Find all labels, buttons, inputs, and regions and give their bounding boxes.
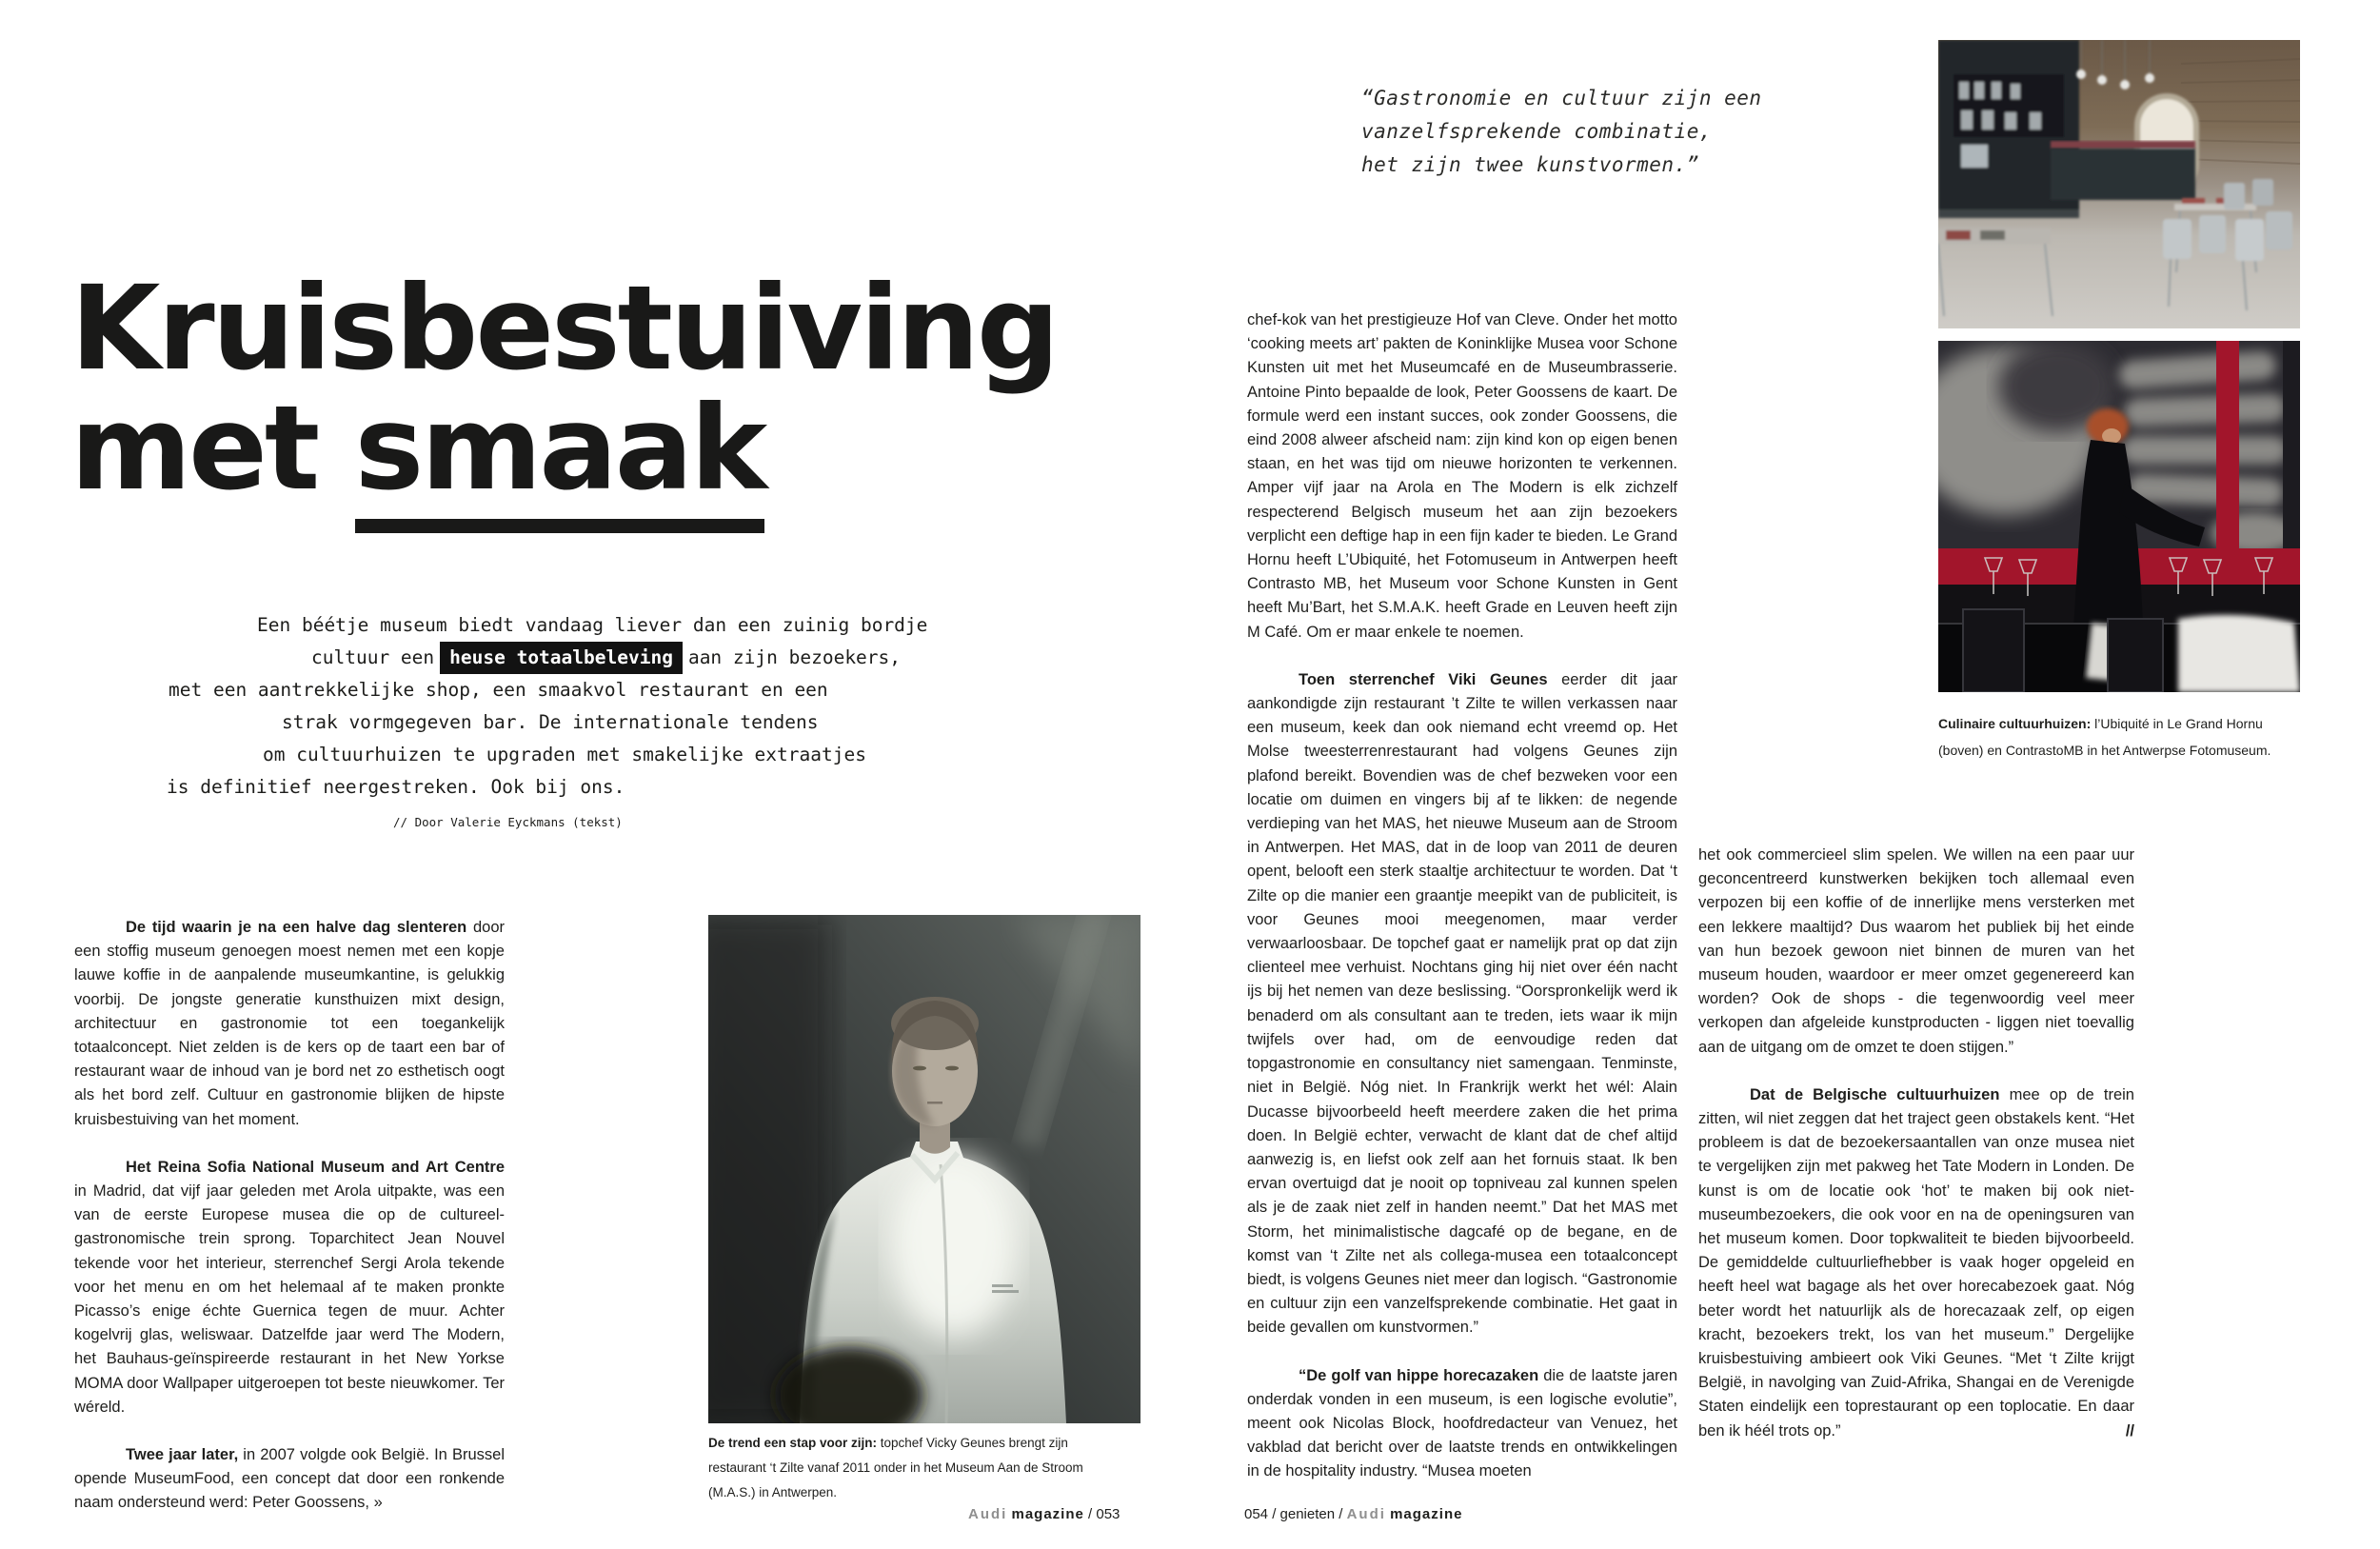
paragraph-lead: De tijd waarin je na een halve dag slenteren — [126, 919, 467, 936]
paragraph: chef-kok van het prestigieuze Hof van Cleve. Onder het motto ‘cooking meets art’ pakten de Koninklijke Musea voor Schone Kunsten uit met het Museumcafé en de Museumbrasserie. Antoine Pinto bepaalde de look, Peter Goossens de kaart. De formule werd een instant succes, ook zonder Goossens, die eind 2008 alweer afscheid nam: zijn kind kon op eigen benen staan, en het was tijd om nieuwe horizonten te verkennen. Amper vijf jaar na Arola en The Modern is elk zichzelf respecterend Belgisch museum het aan zijn bezoekers verplicht een deftige hap in een fijn kader te bieden. Le Grand Hornu heeft L’Ubiquité, het Fotomuseum in Antwerpen heeft Contrasto MB, het Museum voor Schone Kunsten in Gent heeft Mu’Bart, het S.M.A.K. heeft Grade en Leuven heeft zijn M Café. Om er maar enkele te noemen. — [1247, 311, 1677, 641]
brand-audi: Audi — [968, 1506, 1008, 1522]
highlight-phrase: heuse totaalbeleving — [440, 642, 683, 674]
paragraph-lead: Het Reina Sofia National Museum and Art Centre — [126, 1158, 505, 1176]
portrait-photo-vicky-geunes — [708, 915, 1140, 1423]
body-column-middle — [1247, 308, 1677, 1518]
page-footer-left — [968, 1506, 1120, 1522]
article-end-mark: // — [2125, 1421, 2134, 1440]
standfirst-line-6: is definitief neergestreken. Ook bij ons. — [167, 776, 625, 798]
pull-quote-line: het zijn twee kunstvormen.” — [1361, 153, 1699, 176]
byline: // Door Valerie Eyckmans (tekst) — [393, 815, 623, 829]
page-number-left: / 053 — [1083, 1506, 1121, 1522]
paragraph: het ook commercieel slim spelen. We willen na een paar uur geconcentreerd kunstwerken bekijken toch allemaal even verpozen bij een koffie of de innerlijke mens versterken met een lekkere maaltijd? Dus waarom het publiek bij het einde van hun bezoek gewoon niet binnen de muren van het museum houden, waardoor er meer omzet gegenereerd kan worden? Ook de shops - die tegenwoordig veel meer verkopen dan afgeleide kunstproducten - liggen niet toevallig aan de uitgang om de omzet te doen stijgen.” — [1698, 846, 2134, 1056]
body-column-right — [1698, 844, 2134, 1510]
portrait-caption: De trend een stap voor zijn: topchef Vicky Geunes brengt zijn restaurant ‘t Zilte vanaf 2011 onder in het Museum Aan de Stroom (M.A.S.) in Antwerpen. — [708, 1436, 1083, 1499]
standfirst-line2-post: aan zijn bezoekers, — [687, 646, 902, 668]
paragraph-lead: Twee jaar later, — [126, 1446, 239, 1464]
paragraph-lead: “De golf van hippe horecazaken — [1299, 1366, 1539, 1384]
brand-audi: Audi — [1346, 1506, 1386, 1522]
paragraph-lead: Toen sterrenchef Viki Geunes — [1299, 670, 1548, 688]
page-footer-right — [1244, 1506, 1462, 1522]
pull-quote — [1361, 82, 1762, 182]
paragraph: “De golf van hippe horecazaken die de laatste jaren onderdak vonden in een museum, is een logische evolutie”, meent ook Nicolas Block, hoofdredacteur van Venuez, het vakblad dat bericht over de laatste trends en ontwikkelingen in de hospitality industry. “Musea moeten — [1247, 1366, 1677, 1480]
standfirst-line2-pre: cultuur een — [311, 646, 435, 668]
caption-lead: De trend een stap voor zijn: — [708, 1436, 878, 1450]
standfirst-line-2 — [311, 646, 901, 669]
standfirst-line-4: strak vormgegeven bar. De internationale tendens — [282, 711, 819, 733]
caption-lead: Culinaire cultuurhuizen: — [1938, 716, 2092, 731]
photo-contrastomb-interior — [1938, 341, 2300, 692]
paragraph-lead: Dat de Belgische cultuurhuizen — [1750, 1085, 2000, 1103]
page-number-right: 054 / genieten / — [1244, 1506, 1347, 1522]
paragraph: Toen sterrenchef Viki Geunes eerder dit jaar aankondigde zijn restaurant ’t Zilte te willen verkassen naar een museum, keek dan ook niemand echt vreemd op. Het Molse tweesterrenrestaurant had volgens Geunes zijn plafond bereikt. Bovendien was de chef bezweken voor een locatie om duimen en vingers bij af te likken: de negende verdieping van het MAS, het nieuwe Museum aan de Stroom in Antwerpen. Het MAS, dat in de loop van 2011 de deuren opent, belooft een sterk staaltje architectuur te worden. Dat ‘t Zilte op die manier een graantje meepikt van de publiciteit, is voor Geunes mooi meegenomen, maar verder verwaarloosbaar. De topchef gaat er namelijk prat op dat zijn clienteel mee verhuist. Nochtans ging hij niet over één nacht ijs bij het nemen van deze beslissing. “Oorspronkelijk werd ik benaderd om als consultant aan te treden, iets waar ik mijn twijfels over had, om de eenvoudige reden dat topgastronomie en consultancy niet samengaan. Tenminste, niet in België. Nóg niet. In Frankrijk werkt het wél: Alain Ducasse bijvoorbeeld heeft meerdere zaken die het prima doen. In België echter, verwacht de klant dat de chef altijd aanwezig is, en liefst ook zelf aan het fornuis staat. Ik ben ervan overtuigd dat je nooit op topniveau zal kunnen spelen als je de zaak niet zelf in handen neemt.” Dat het MAS met Storm, het minimalistische dagcafé op de begane, en de komst van ‘t Zilte net als collega-musea een totaalconcept biedt, is volgens Geunes niet meer dan logisch. “Gastronomie en cultuur zijn een vanzelfsprekende combinatie. Het gaat in beide gevallen om kunstvormen.” — [1247, 670, 1677, 1337]
pull-quote-line: vanzelfsprekende combinatie, — [1361, 120, 1713, 143]
paragraph: Twee jaar later, in 2007 volgde ook België. In Brussel opende MuseumFood, een concept dat door een ronkende naam ondersteund werd: Peter Goossens, » — [74, 1446, 505, 1512]
title-line1: Kruisbestuiving — [70, 261, 1058, 396]
standfirst-line-1: Een béétje museum biedt vandaag liever dan een zuinig bordje — [257, 614, 928, 636]
pull-quote-line: “Gastronomie en cultuur zijn een — [1361, 87, 1762, 109]
article-title — [70, 261, 1058, 516]
paragraph: De tijd waarin je na een halve dag slenteren door een stoffig museum genoegen moest nemen met een kopje lauwe koffie in de aanpalende museumkantine, is gelukkig voorbij. De jongste generatie kunsthuizen mixt design, architectuur en gastronomie tot een toegankelijk totaalconcept. Niet zelden is de kers op de taart een bar of restaurant waar de inhoud van je bord net zo esthetisch oogt als het bord zelf. Cultuur en gastronomie blijken de hipste kruisbestuiving van het moment. — [74, 919, 505, 1128]
paragraph: Het Reina Sofia National Museum and Art Centre in Madrid, dat vijf jaar geleden met Arola uitpakte, was een van de eerste Europese musea die op de cultureel-gastronomische trein sprong. Toparchitect Jean Nouvel tekende voor het interieur, sterrenchef Sergi Arola tekende voor het menu en om het helemaal af te maken pronkte Picasso’s enige échte Guernica tegen de muur. Achter kogelvrij glas, weliswaar. Datzelfde jaar werd The Modern, het Bauhaus-geïnspireerde restaurant in het New Yorkse MOMA door Wallpaper uitgeroepen tot beste nieuwkomer. Ter wéreld. — [74, 1158, 505, 1416]
photos-caption: Culinaire cultuurhuizen: l’Ubiquité in Le Grand Hornu (boven) en ContrastoMB in het Antwerpse Fotomuseum. — [1938, 716, 2271, 758]
photo-lubiquite-interior — [1938, 40, 2300, 328]
title-line2-underlined: smaak — [355, 381, 765, 533]
body-column-left — [74, 916, 505, 1535]
standfirst-line-3: met een aantrekkelijke shop, een smaakvol restaurant en een — [169, 679, 828, 701]
title-line2-prefix: met — [70, 381, 355, 516]
standfirst-line-5: om cultuurhuizen te upgraden met smakelijke extraatjes — [263, 744, 866, 765]
paragraph: Dat de Belgische cultuurhuizen mee op de trein zitten, wil niet zeggen dat het traject geen obstakels kent. “Het probleem is dat de bezoekersaantallen van onze musea niet te vergelijken zijn met pakweg het Tate Modern in Londen. De kunst is om de locatie ook ‘hot’ te maken bij ook niet-museumbezoekers, die ook voor en na de openingsuren van het museum komen. Door topkwaliteit te bieden bijvoorbeeld. De gemiddelde cultuurliefhebber is vaak hoger opgeleid en heeft heel wat bagage als het over horecabezoek gaat. Nóg beter wordt het natuurlijk als de horecazaak zelf, op eigen kracht, bezoekers trekt, los van het museum.” Dergelijke kruisbestuiving ambieert ook Viki Geunes. “Met ‘t Zilte krijgt België, in navolging van Zuid-Afrika, Shangai en de Verenigde Staten eindelijk een toprestaurant op een toplocatie. En daar ben ik héél trots op.” // — [1698, 1083, 2134, 1443]
brand-magazine: magazine — [1390, 1506, 1463, 1522]
brand-magazine: magazine — [1011, 1506, 1084, 1522]
